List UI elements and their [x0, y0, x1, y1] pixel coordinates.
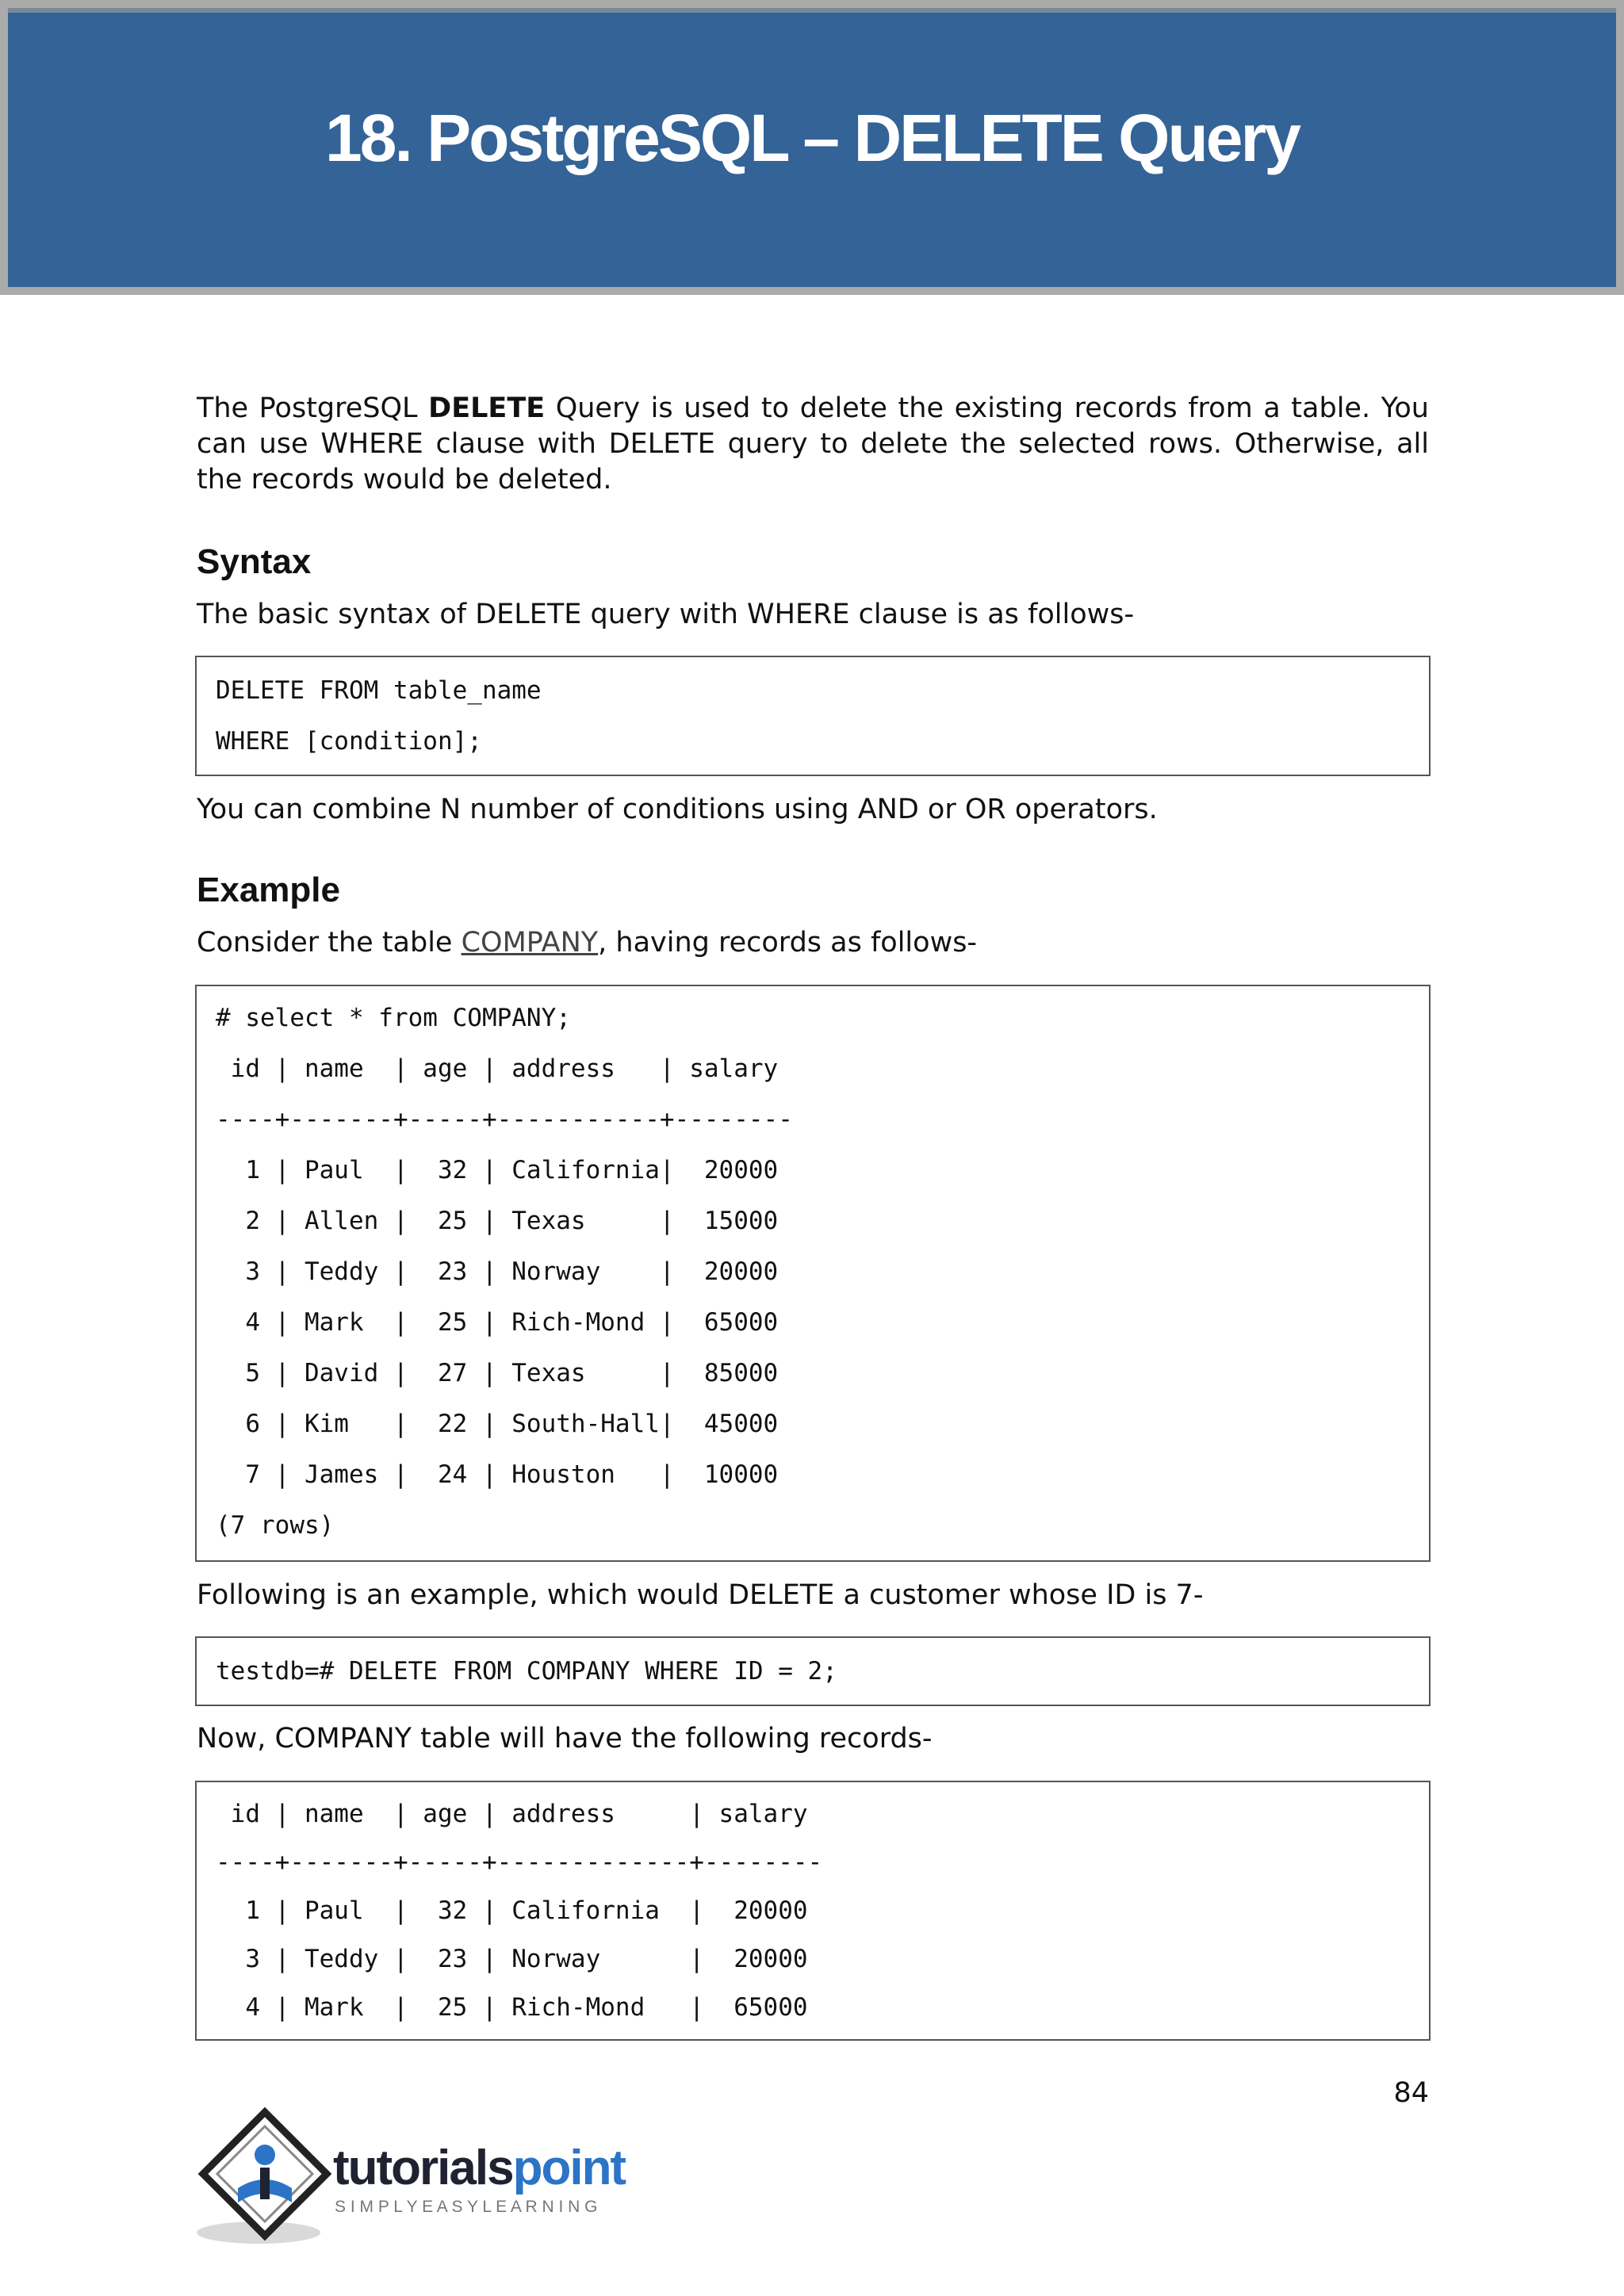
intro-text-start: The PostgreSQL	[197, 392, 429, 424]
table-row: 1 | Paul | 32 | California| 20000	[216, 1156, 779, 1184]
delete-command: testdb=# DELETE FROM COMPANY WHERE ID = 2;	[216, 1657, 837, 1686]
result-output-block	[195, 1781, 1431, 2041]
table-row: 7 | James | 24 | Houston | 10000	[216, 1460, 779, 1489]
tutorialspoint-logo	[193, 2106, 685, 2248]
logo-word-1: tutorials	[333, 2141, 513, 2195]
example-desc-end: , having records as follows-	[598, 927, 978, 959]
chapter-title: 18. PostgreSQL – DELETE Query	[325, 101, 1299, 175]
chapter-header-bar	[8, 8, 1616, 287]
example-description	[197, 925, 1429, 961]
syntax-note: You can combine N number of conditions using AND or OR operators.	[197, 794, 1158, 825]
example-heading: Example	[197, 871, 340, 909]
syntax-code-block	[195, 656, 1431, 776]
query-output-block	[195, 985, 1431, 1562]
company-link[interactable]: COMPANY	[461, 927, 599, 959]
chapter-header	[0, 0, 1624, 295]
table-row: 3 | Teddy | 23 | Norway | 20000	[216, 1257, 779, 1286]
table-separator: ----+-------+-----+-------------+--------	[216, 1848, 823, 1877]
table-row: 3 | Teddy | 23 | Norway | 20000	[216, 1945, 808, 1973]
intro-paragraph	[197, 391, 1429, 498]
table-header-row: id | name | age | address | salary	[216, 1054, 779, 1083]
table-header-row: id | name | age | address | salary	[216, 1800, 808, 1828]
intro-text-rest: Query is used to delete the existing records from a table. You can use WHERE clause with DELETE query to delete the selected rows. Otherwise, all the records would be deleted.	[197, 392, 1429, 496]
delete-keyword: DELETE	[428, 392, 546, 424]
table-row: 2 | Allen | 25 | Texas | 15000	[216, 1207, 779, 1235]
query-line: # select * from COMPANY;	[216, 1004, 571, 1032]
table-separator: ----+-------+-----+-----------+--------	[216, 1105, 793, 1134]
table-row: 5 | David | 27 | Texas | 85000	[216, 1359, 779, 1387]
table-row: 4 | Mark | 25 | Rich-Mond | 65000	[216, 1993, 808, 2022]
syntax-description: The basic syntax of DELETE query with WHERE clause is as follows-	[197, 599, 1135, 630]
logo-emblem-icon	[193, 2106, 336, 2248]
logo-tagline: S I M P L Y E A S Y L E A R N I N G	[335, 2198, 598, 2216]
example-desc-start: Consider the table	[197, 927, 462, 959]
delete-command-block	[195, 1636, 1431, 1706]
result-description: Now, COMPANY table will have the following records-	[197, 1723, 933, 1755]
page-number: 84	[1393, 2077, 1429, 2109]
code-line: DELETE FROM table_name	[216, 676, 542, 705]
logo-word-2: point	[512, 2141, 626, 2195]
code-line: WHERE [condition];	[216, 727, 482, 756]
table-row: 6 | Kim | 22 | South-Hall| 45000	[216, 1410, 779, 1438]
table-row: 4 | Mark | 25 | Rich-Mond | 65000	[216, 1308, 779, 1337]
syntax-heading: Syntax	[197, 542, 312, 581]
delete-example-description: Following is an example, which would DELETE a customer whose ID is 7-	[197, 1579, 1204, 1611]
row-count: (7 rows)	[216, 1511, 335, 1540]
logo-wordmark	[333, 2141, 625, 2196]
table-row: 1 | Paul | 32 | California | 20000	[216, 1896, 808, 1925]
